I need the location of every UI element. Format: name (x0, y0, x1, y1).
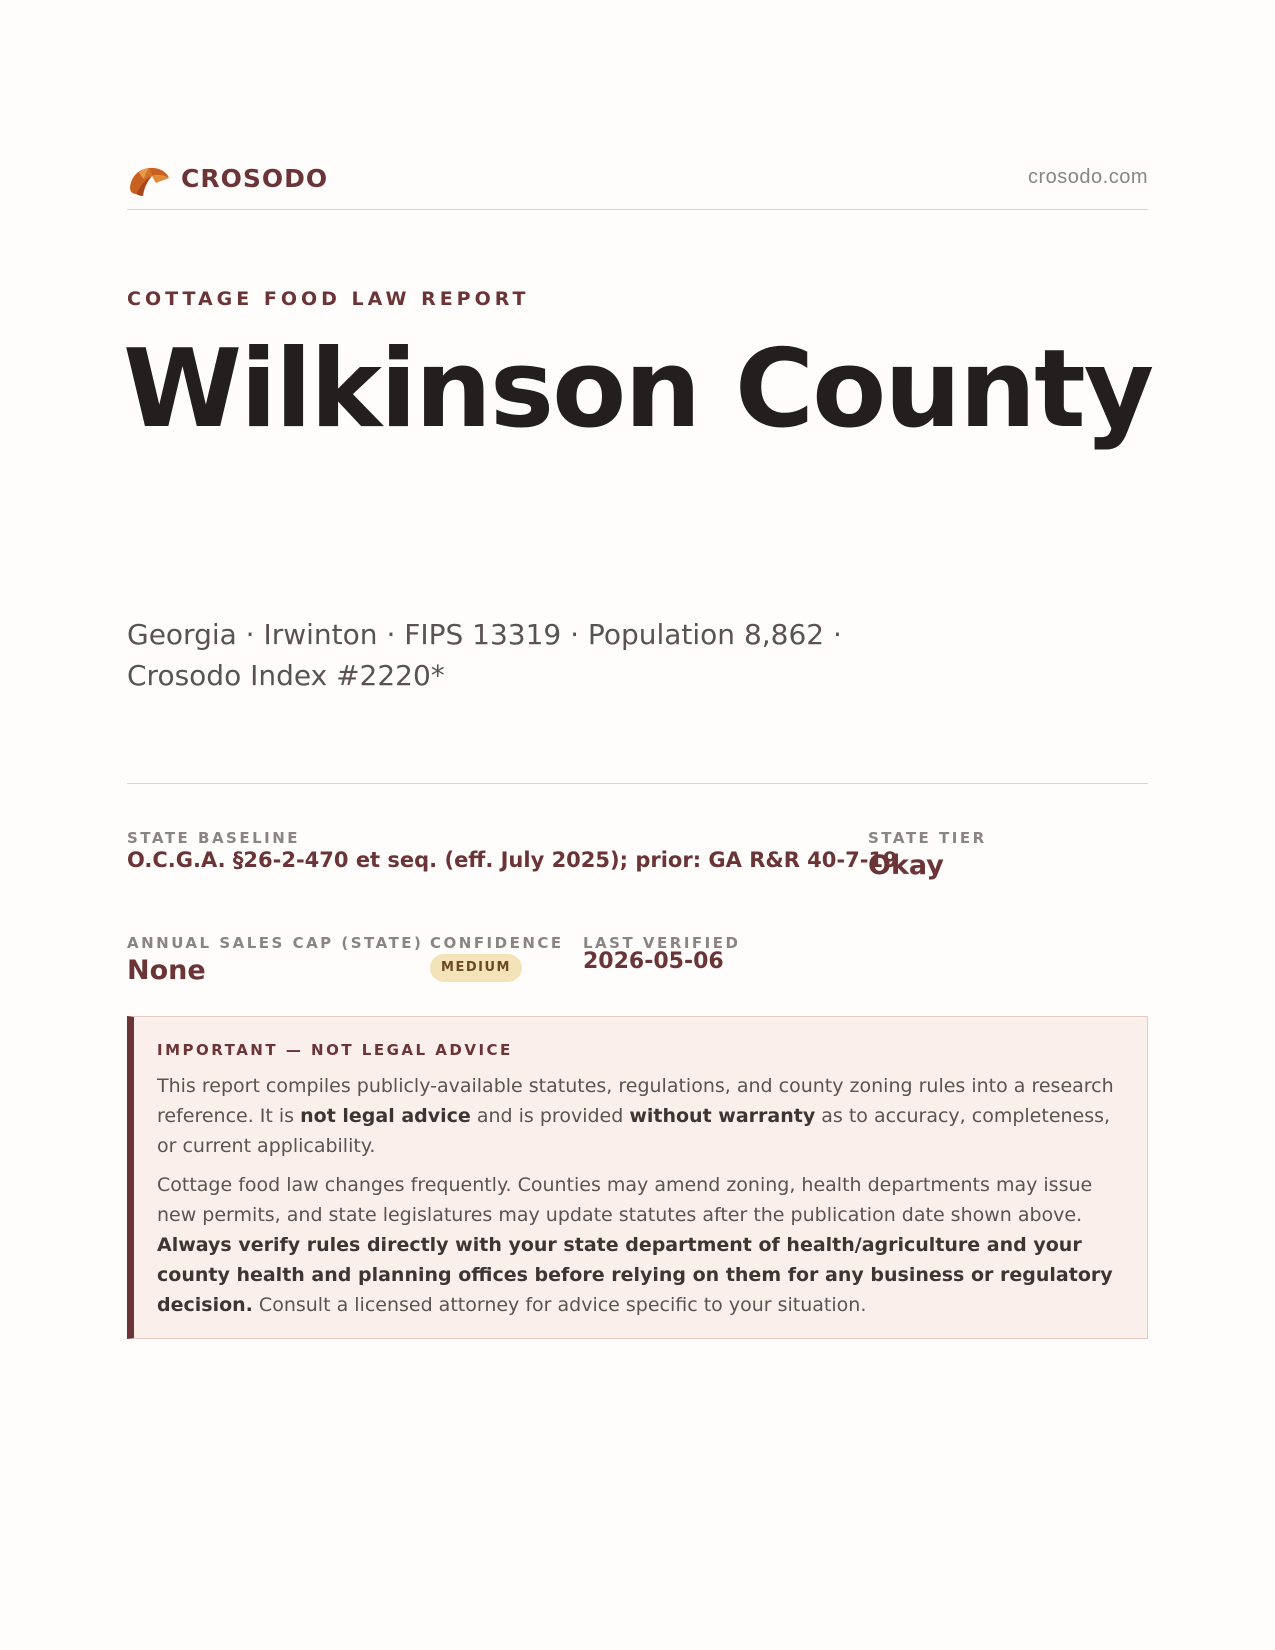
croissant-icon (127, 158, 171, 198)
sales-cap-label: ANNUAL SALES CAP (STATE) (127, 934, 424, 952)
confidence-label: CONFIDENCE (430, 934, 564, 952)
last-verified-label: LAST VERIFIED (583, 934, 741, 952)
page-title: Wilkinson County (123, 327, 1153, 452)
page-header (127, 158, 1148, 210)
notice-emphasis: Always verify rules directly with your state department of health/agriculture and your county health and planning offices before relying on them for any business or regulatory decision. (157, 1234, 1113, 1316)
confidence-badge: MEDIUM (430, 954, 522, 982)
brand-name: CROSODO (181, 163, 329, 193)
state-baseline-label: STATE BASELINE (127, 829, 301, 847)
state-tier-label: STATE TIER (868, 829, 987, 847)
notice-text: and is provided (470, 1105, 630, 1127)
notice-text: Cottage food law changes frequently. Counties may amend zoning, health departments may issue new permits, and state legislatures may update statutes after the publication date shown above. (157, 1174, 1093, 1226)
report-subtitle: Georgia · Irwinton · FIPS 13319 · Population 8,862 · Crosodo Index #2220* (127, 618, 842, 692)
sales-cap-value: None (127, 955, 206, 986)
state-baseline-value: O.C.G.A. §26-2-470 et seq. (eff. July 2025); prior: GA R&R 40-7-19 (127, 848, 898, 872)
notice-text: Consult a licensed attorney for advice specific to your situation. (252, 1294, 867, 1316)
report-page (123, 0, 1153, 1650)
notice-title: IMPORTANT — NOT LEGAL ADVICE (157, 1041, 513, 1059)
brand[interactable] (127, 158, 328, 198)
notice-text: as to accuracy, completeness, or current applicability. (157, 1105, 1111, 1157)
notice-paragraph-1 (157, 1071, 1132, 1161)
notice-emphasis: without warranty (629, 1105, 816, 1127)
legal-notice (127, 1016, 1148, 1339)
site-url-link[interactable]: crosodo.com (1028, 166, 1148, 188)
notice-text: This report compiles publicly-available statutes, regulations, and county zoning rules into a research reference. It is (157, 1075, 1114, 1127)
state-tier-value: Okay (868, 850, 944, 881)
last-verified-value: 2026-05-06 (583, 949, 724, 974)
notice-paragraph-2 (157, 1170, 1132, 1320)
section-divider (127, 783, 1148, 784)
report-eyebrow: COTTAGE FOOD LAW REPORT (127, 288, 530, 310)
notice-emphasis: not legal advice (300, 1105, 471, 1127)
